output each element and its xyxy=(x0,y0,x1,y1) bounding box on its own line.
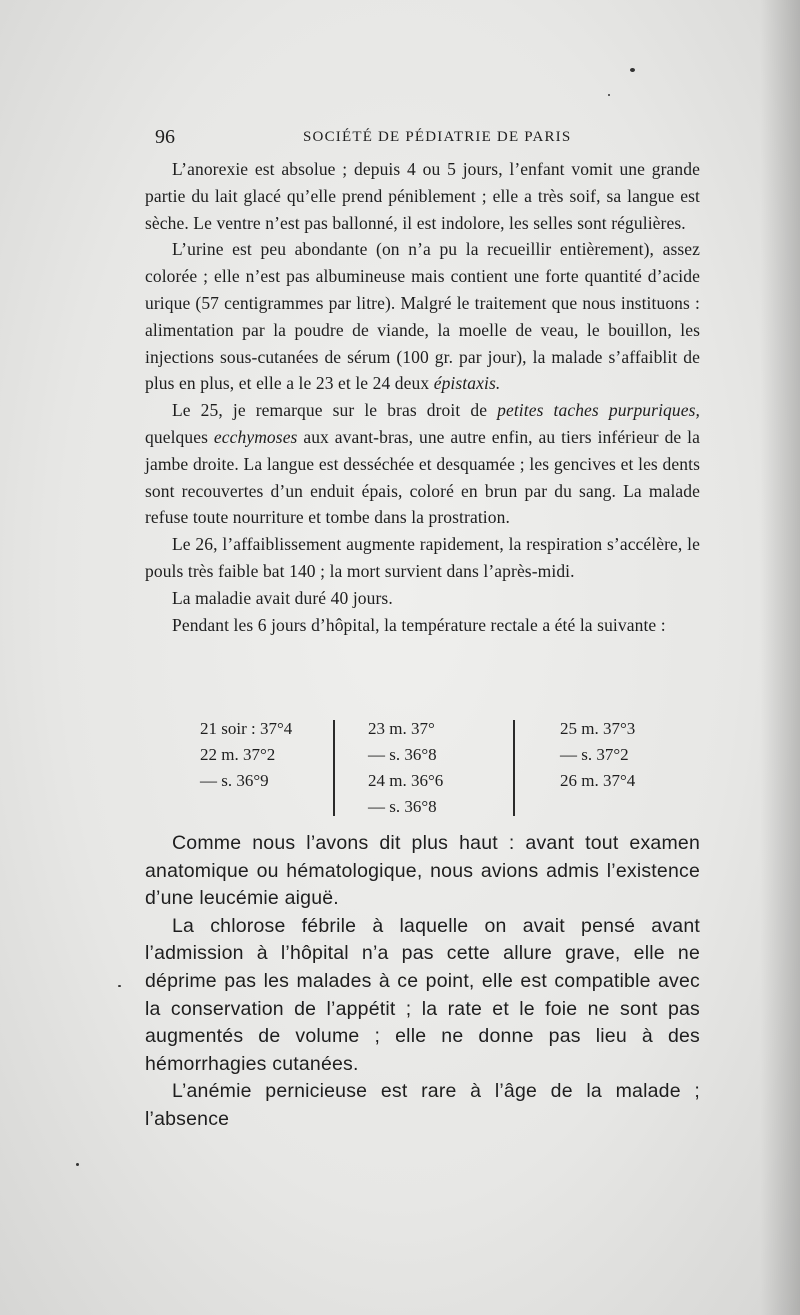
temperature-entry: 21 soir : 37°4 xyxy=(200,719,293,738)
paragraph-anorexia: L’anorexie est absolue ; depuis 4 ou 5 jours, l’enfant vomit une grande partie du lait glacé qu’elle prend péniblement ; elle a très soif, sa langue est sèche. Le ventre n’est pas ballonné, il est indolore, les selles sont régulières. xyxy=(145,159,700,233)
ink-speck xyxy=(118,985,121,987)
temperature-table xyxy=(170,716,670,820)
temperature-entry: — s. 36°9 xyxy=(200,771,269,790)
paragraph-duration: La maladie avait duré 40 jours. xyxy=(172,587,393,608)
temperature-entry: — s. 36°8 xyxy=(368,745,437,764)
purpura-quelques: quelques xyxy=(145,426,209,447)
temperature-entry: 25 m. 37°3 xyxy=(560,719,636,738)
temperature-entry: 24 m. 36°6 xyxy=(368,771,444,790)
paragraph-death: Le 26, l’affaiblissement augmente rapidement, la respiration s’accélère, le pouls très faible bat 140 ; la mort survient dans l’après-midi. xyxy=(145,534,700,581)
ink-speck xyxy=(630,68,635,72)
column-divider xyxy=(513,720,515,816)
temperature-column-1 xyxy=(200,716,292,794)
page-number: 96 xyxy=(155,126,175,148)
paragraph-temperature-intro: Pendant les 6 jours d’hôpital, la température rectale a été la suivante : xyxy=(172,614,666,635)
italic-petites-taches: petites taches purpuriques, xyxy=(497,400,700,421)
page-header xyxy=(155,126,700,150)
paragraph-urine xyxy=(145,236,700,397)
ink-speck xyxy=(608,94,610,96)
temperature-entry: — s. 36°8 xyxy=(368,797,437,816)
running-title: SOCIÉTÉ DE PÉDIATRIE DE PARIS xyxy=(303,129,572,145)
temperature-entry: 23 m. 37° xyxy=(368,719,435,738)
temperature-entry: 26 m. 37°4 xyxy=(560,771,636,790)
paragraph-leucemie: Comme nous l’avons dit plus haut : avant tout examen anatomique ou hématologique, nous avions admis l’existence d’une leucémie aiguë. xyxy=(145,832,700,910)
paragraph-purpura xyxy=(145,397,700,531)
ink-speck xyxy=(76,1163,79,1166)
purpura-lead: Le 25, je remarque sur le bras droit de xyxy=(172,400,488,421)
paragraph-chlorose: La chlorose fébrile à laquelle on avait pensé avant l’admission à l’hôpital n’a pas cette allure grave, elle ne déprime pas les malades à ce point, elle est compatible avec la conservation de l’appétit ; la rate et le foie ne sont pas augmentés de volume ; elle ne donne pas lieu à des hémorrhagies cutanées. xyxy=(145,914,700,1075)
italic-epistaxis: épistaxis. xyxy=(433,373,501,394)
temperature-entry: — s. 37°2 xyxy=(560,745,629,764)
italic-ecchymoses: ecchymoses xyxy=(213,426,298,447)
temperature-column-3 xyxy=(560,716,635,794)
paragraph-urine-text: L’urine est peu abondante (on n’a pu la recueillir entièrement), assez colorée ; elle n’est pas albumineuse mais contient une forte quantité d’acide urique (57 centigrammes par litre). Malgré le traitement que nous instituons : alimentation par la poudre de viande, la moelle de veau, le bouillon, les injections sous-cutanées de sérum (100 gr. par jour), la malade s’affaiblit de plus en plus, et elle a le 23 et le 24 deux xyxy=(145,239,700,394)
discussion-text xyxy=(145,830,700,1134)
temperature-column-2 xyxy=(368,716,443,820)
purpura-rest: aux avant-bras, une autre enfin, au tiers inférieur de la jambe droite. La langue est desséchée et desquamée ; les gencives et les dents sont recouvertes d’un enduit épais, coloré en brun par du sang. La malade refuse toute nourriture et tombe dans la prostration. xyxy=(145,426,700,528)
column-divider xyxy=(333,720,335,816)
temperature-entry: 22 m. 37°2 xyxy=(200,745,276,764)
page-edge-shadow xyxy=(760,0,800,1315)
paragraph-anemie: L’anémie pernicieuse est rare à l’âge de la malade ; l’absence xyxy=(145,1080,700,1130)
observation-text xyxy=(145,156,700,638)
